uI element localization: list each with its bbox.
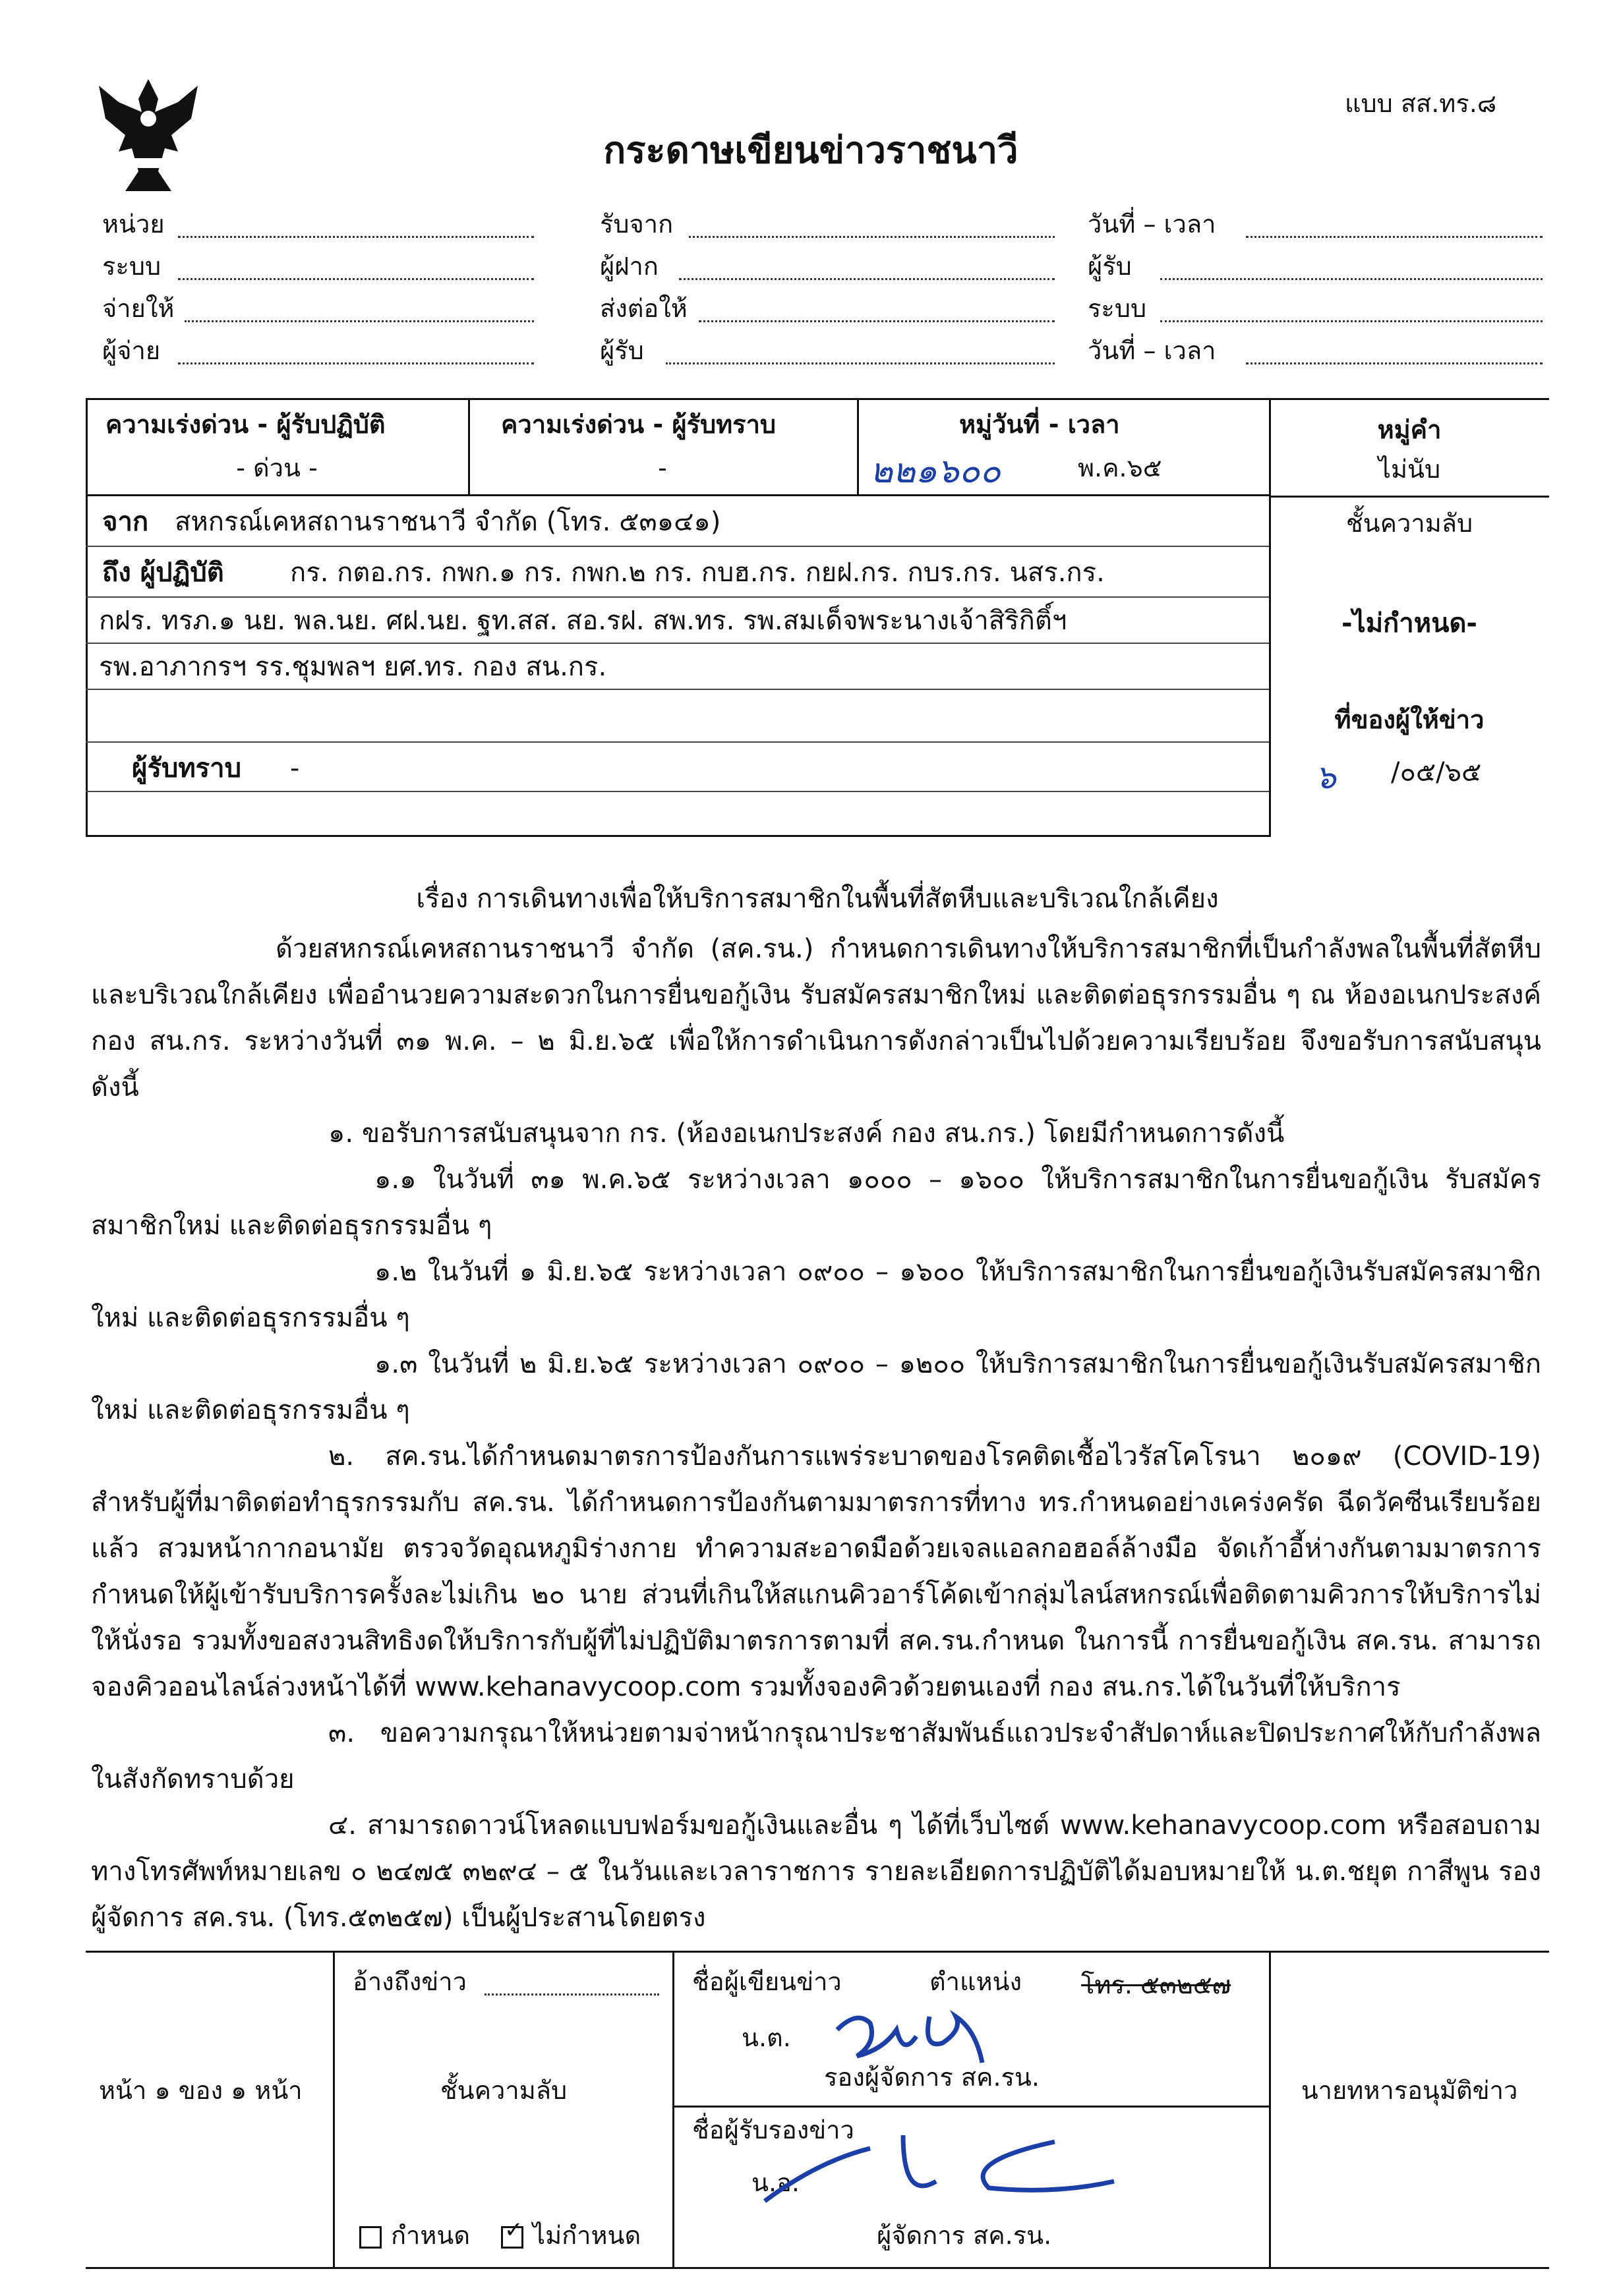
table-col-divider-2 [857,398,859,494]
field-recipient-label: ผู้รับ [1088,252,1132,281]
check-mark-icon: ✓ [504,2216,523,2243]
garuda-emblem [92,72,204,198]
dtg-month: พ.ค.๖๕ [1078,453,1162,482]
field-payto-label: จ่ายให้ [102,294,175,323]
item-3: ๓. ขอความกรุณาให้หน่วยตามจ่าหน้ากรุณาประชาสัมพันธ์แถวประจำสัปดาห์และปิดประกาศให้กับกำลังพลในสังกัดทราบด้วย [91,1718,1541,1794]
option-unspecified-label: ไม่กำหนด [533,2221,641,2250]
table-row-line [86,546,1269,547]
classification-value: -ไม่กำหนด- [1341,608,1478,639]
originator-ref-label: ที่ของผู้ให้ข่าว [1334,705,1485,734]
field-receiver-value[interactable] [666,362,1055,364]
header-action-precedence: ความเร่งด่วน - ผู้รับปฏิบัติ [105,410,386,439]
field-payer-label: ผู้จ่าย [102,336,161,365]
info-addressee-label: ผู้รับทราบ [132,753,242,784]
certifier-label: ชื่อผู้รับรองข่าว [692,2115,854,2144]
field-datetime-value[interactable] [1246,236,1543,238]
action-precedence-value: - ด่วน - [236,453,318,482]
table-row-line [86,643,1269,644]
table-row-line [86,689,1269,690]
field-recipient-value[interactable] [1160,278,1543,280]
approving-officer: นายทหารอนุมัติข่าว [1301,2076,1518,2105]
writer-title: รองผู้จัดการ สค.รน. [824,2063,1040,2092]
checkbox-specified[interactable] [359,2226,382,2249]
item-1-3: ๑.๓ ในวันที่ ๒ มิ.ย.๖๕ ระหว่างเวลา ๐๙๐๐ – ๑๒๐๐ ให้บริการสมาชิกในการยื่นขอกู้เงินรับสมัครสมาชิกใหม่ และติดต่อธุรกรรมอื่น ๆ [91,1349,1541,1425]
form-code: แบบ สส.ทร.๘ [1345,89,1497,118]
field-forward-label: ส่งต่อให้ [600,294,688,323]
table-row-line [86,741,1269,743]
footer-signer-divider [672,2106,1271,2108]
writer-label: ชื่อผู้เขียนข่าว [692,1967,842,1996]
table-bottom-border [86,835,1271,837]
footer-divider-2 [672,1951,674,2269]
item-1-1: ๑.๑ ในวันที่ ๓๑ พ.ค.๖๕ ระหว่างเวลา ๑๐๐๐ – ๑๖๐๐ ให้บริการสมาชิกในการยื่นขอกู้เงิน รับสมัครสมาชิกใหม่ และติดต่อธุรกรรมอื่น ๆ [91,1164,1541,1241]
field-depositor-label: ผู้ฝาก [600,252,659,281]
field-system2-value[interactable] [1160,320,1543,322]
field-datetime-label: วันที่ – เวลา [1088,210,1216,239]
field-payto-value[interactable] [185,320,534,322]
field-system-label: ระบบ [102,252,162,281]
classification-specified-option[interactable] [359,2221,470,2251]
from-label: จาก [102,507,149,537]
footer-bottom-border [86,2267,1549,2269]
header-word-count: หมู่คำ [1377,415,1442,444]
item-2: ๒. สค.รน.ได้กำหนดมาตรการป้องกันการแพร่ระบาดของโรคติดเชื้อไวรัสโคโรนา ๒๐๑๙ (COVID-19) สำหรับผู้ที่มาติดต่อทำธุรกรรมกับ สค.รน. ได้กำหนดการป้องกันตามมาตรการที่ทาง ทร.กำหนดอย่างเคร่งครัด ฉีดวัคซีนเรียบร้อยแล้ว สวมหน้ากากอนามัย ตรวจวัดอุณหภูมิร่างกาย ทำความสะอาดมือด้วยเจลแอลกอฮอล์ล้างมือ จัดเก้าอี้ห่างกันตามมาตรการกำหนดให้ผู้เข้ารับบริการครั้งละไม่เกิน ๒๐ นาย ส่วนที่เกินให้สแกนคิวอาร์โค้ดเข้ากลุ่มไลน์สหกรณ์เพื่อติดตามคิวการให้บริการไม่ให้นั่งรอ รวมทั้งขอสงวนสิทธิงดให้บริการกับผู้ที่ไม่ปฏิบัติมาตรการตามที่ สค.รน.กำหนด ในการนี้ การยื่นขอกู้เงิน สค.รน. สามารถจองคิวออนไลน์ล่วงหน้าได้ที่ www.kehanavycoop.com รวมทั้งจองคิวด้วยตนเองที่ กอง สน.กร.ได้ในวันที่ให้บริการ [91,1441,1541,1702]
table-row-line [86,791,1269,792]
ref-message-label: อ้างถึงข่าว [353,1967,467,1996]
field-depositor-value[interactable] [679,278,1055,280]
to-line-2: กฝร. ทรภ.๑ นย. พล.นย. ศฝ.นย. ฐท.สส. สอ.รฝ. สพ.ทร. รพ.สมเด็จพระนางเจ้าสิริกิติ์ฯ [99,606,1067,636]
info-addressee-value: - [290,753,300,784]
checkbox-unspecified[interactable] [501,2216,523,2249]
info-precedence-value: - [658,453,667,482]
table-row-line [86,596,1269,598]
originator-ref-value: /๐๕/๖๕ [1391,757,1482,788]
footer-classification-label: ชั้นความลับ [440,2076,568,2105]
dtg-handwritten: ๒๒๑๖๐๐ [870,451,1001,491]
item-1-2: ๑.๒ ในวันที่ ๑ มิ.ย.๖๕ ระหว่างเวลา ๐๙๐๐ – ๑๖๐๐ ให้บริการสมาชิกในการยื่นขอกู้เงินรับสมัครสมาชิกใหม่ และติดต่อธุรกรรมอื่น ๆ [91,1257,1541,1333]
field-datetime2-label: วันที่ – เวลา [1088,336,1216,365]
certifier-title: ผู้จัดการ สค.รน. [877,2221,1052,2250]
classification-unspecified-option[interactable] [501,2216,641,2251]
option-specified-label: กำหนด [391,2221,471,2250]
subject: เรื่อง การเดินทางเพื่อให้บริการสมาชิกในพื้นที่สัตหีบและบริเวณใกล้เคียง [416,884,1219,914]
table-header-bottom [86,494,1269,496]
message-body [91,926,1541,1941]
position-label: ตำแหน่ง [929,1967,1022,1996]
field-unit-value[interactable] [178,236,534,238]
certifier-rank: น.อ. [751,2168,800,2197]
certifier-signature [686,2122,1147,2227]
writer-rank: น.ต. [742,2023,791,2052]
header-info-precedence: ความเร่งด่วน - ผู้รับทราบ [501,410,777,439]
intro-paragraph: ด้วยสหกรณ์เคหสถานราชนาวี จำกัด (สค.รน.) กำหนดการเดินทางให้บริการสมาชิกที่เป็นกำลังพลในพื้นที่สัตหีบและบริเวณใกล้เคียง เพื่ออำนวยความสะดวกในการยื่นขอกู้เงิน รับสมัครสมาชิกใหม่ และติดต่อธุรกรรมอื่น ๆ ณ ห้องอเนกประสงค์ กอง สน.กร. ระหว่างวันที่ ๓๑ พ.ค. – ๒ มิ.ย.๖๕ เพื่อให้การดำเนินการดังกล่าวเป็นไปด้วยความเรียบร้อย จึงขอรับการสนับสนุน ดังนี้ [91,934,1541,1103]
originator-ref-handwritten: ๖ [1315,758,1336,796]
to-line-1: กร. กตอ.กร. กพก.๑ กร. กพก.๒ กร. กบฮ.กร. กยฝ.กร. กบร.กร. นสร.กร. [290,558,1105,588]
table-words-bottom [1269,496,1549,498]
field-system-value[interactable] [178,278,534,280]
table-top-border [86,398,1549,400]
to-label: ถึง ผู้ปฏิบัติ [102,558,224,588]
form-title: กระดาษเขียนข่าวราชนาวี [603,129,1018,172]
field-payer-value[interactable] [178,362,534,364]
from-value: สหกรณ์เคหสถานราชนาวี จำกัด (โทร. ๕๓๑๔๑) [175,507,721,537]
field-forward-value[interactable] [699,320,1055,322]
classification-label: ชั้นความลับ [1345,509,1473,538]
field-from-label: รับจาก [600,210,674,239]
ref-message-value[interactable] [485,1994,659,1995]
page-number: หน้า ๑ ของ ๑ หน้า [99,2076,303,2105]
footer-divider-1 [333,1951,335,2269]
footer-top-border [86,1951,1549,1953]
writer-phone: โทร. ๕๓๒๕๗ [1081,1970,1231,1999]
item-4: ๔. สามารถดาวน์โหลดแบบฟอร์มขอกู้เงินและอื่น ๆ ได้ที่เว็บไซต์ www.kehanavycoop.com หรือสอบถามทางโทรศัพท์หมายเลข ๐ ๒๔๗๕ ๓๒๙๔ – ๕ ในวันและเวลาราชการ รายละเอียดการปฏิบัติได้มอบหมายให้ น.ต.ชยุต กาสีพูน รองผู้จัดการ สค.รน. (โทร.๕๓๒๕๗) เป็นผู้ประสานโดยตรง [91,1810,1541,1933]
header-dtg: หมู่วันที่ - เวลา [959,410,1120,439]
item-1: ๑. ขอรับการสนับสนุนจาก กร. (ห้องอเนกประสงค์ กอง สน.กร.) โดยมีกำหนดการดังนี้ [328,1118,1285,1149]
field-unit-label: หน่วย [102,210,165,239]
to-line-3: รพ.อาภากรฯ รร.ชุมพลฯ ยศ.ทร. กอง สน.กร. [99,652,607,682]
field-receiver-label: ผู้รับ [600,336,644,365]
footer-divider-3 [1269,1951,1271,2269]
field-from-value[interactable] [689,236,1055,238]
field-system2-label: ระบบ [1088,294,1147,323]
field-datetime2-value[interactable] [1246,362,1543,364]
word-count-value: ไม่นับ [1378,455,1441,484]
